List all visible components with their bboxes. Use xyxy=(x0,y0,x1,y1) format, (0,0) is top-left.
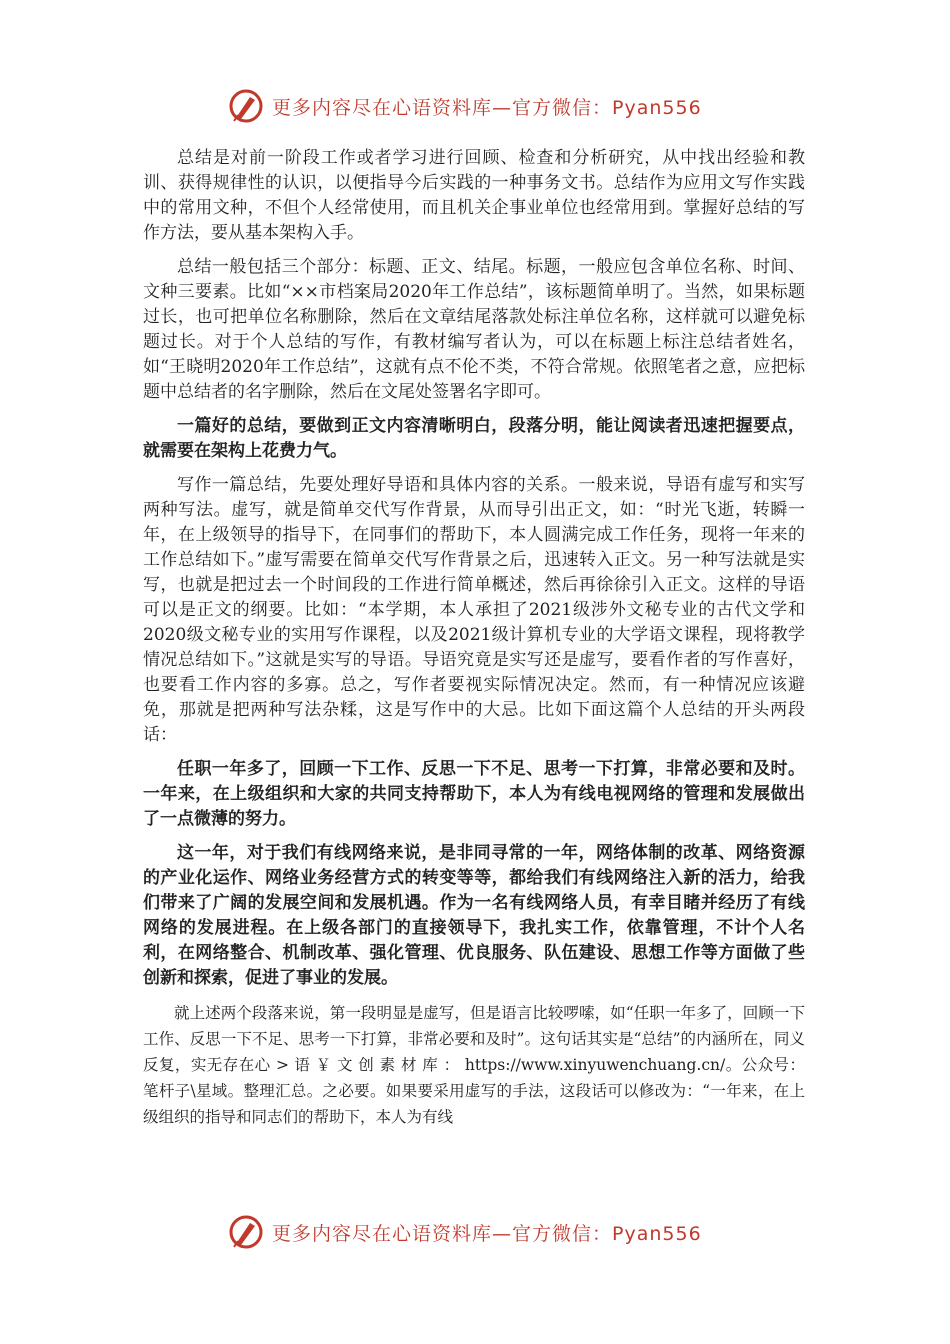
header-banner-text: 更多内容尽在心语资料库—官方微信：Pyan556 xyxy=(272,96,702,119)
paragraph-5-bold: 任职一年多了，回顾一下工作、反思一下不足、思考一下打算，非常必要和及时。一年来，在上级组织和大家的共同支持帮助下，本人为有线电视网络的管理和发展做出了一点微薄的努力。 xyxy=(143,759,805,829)
quill-pen-logo xyxy=(228,88,264,124)
header-banner xyxy=(228,86,728,126)
paragraph-1: 总结是对前一阶段工作或者学习进行回顾、检查和分析研究，从中找出经验和教训、获得规律性的认识，以便指导今后实践的一种事务文书。总结作为应用文写作实践中的常用文种，不但个人经常使用，而且机关企事业单位也经常用到。掌握好总结的写作方法，要从基本架构入手。 xyxy=(143,148,805,243)
footer-banner-text: 更多内容尽在心语资料库—官方微信：Pyan556 xyxy=(272,1222,702,1245)
document-body xyxy=(143,146,805,1130)
paragraph-4: 写作一篇总结，先要处理好导语和具体内容的关系。一般来说，导语有虚写和实写两种写法。虚写，就是简单交代写作背景，从而导引出正文，如：“时光飞逝，转瞬一年，在上级领导的指导下，在同事们的帮助下，本人圆满完成工作任务，现将一年来的工作总结如下。”虚写需要在简单交代写作背景之后，迅速转入正文。另一种写法就是实写，也就是把过去一个时间段的工作进行简单概述，然后再徐徐引入正文。这样的导语可以是正文的纲要。比如：“本学期，本人承担了2021级涉外文秘专业的古代文学和2020级文秘专业的实用写作课程，以及2021级计算机专业的大学语文课程，现将教学情况总结如下。”这就是实写的导语。导语究竟是实写还是虚写，要看作者的写作喜好，也要看工作内容的多寡。总之，写作者要视实际情况决定。然而，有一种情况应该避免，那就是把两种写法杂糅，这是写作中的大忌。比如下面这篇个人总结的开头两段话： xyxy=(143,475,805,745)
paragraph-2: 总结一般包括三个部分：标题、正文、结尾。标题，一般应包含单位名称、时间、文种三要素。比如“××市档案局2020年工作总结”，该标题简单明了。当然，如果标题过长，也可把单位名称删除，然后在文章结尾落款处标注单位名称，这样就可以避免标题过长。对于个人总结的写作，有教材编写者认为，可以在标题上标注总结者姓名，如“王晓明2020年工作总结”，这就有点不伦不类，不符合常规。依照笔者之意，应把标题中总结者的名字删除，然后在文尾处签署名字即可。 xyxy=(143,257,805,402)
paragraph-6-bold: 这一年，对于我们有线网络来说，是非同寻常的一年，网络体制的改革、网络资源的产业化运作、网络业务经营方式的转变等等，都给我们有线网络注入新的活力，给我们带来了广阔的发展空间和发展机遇。作为一名有线网络人员，有幸目睹并经历了有线网络的发展进程。在上级各部门的直接领导下，我扎实工作，依靠管理，不计个人名利，在网络整合、机制改革、强化管理、优良服务、队伍建设、思想工作等方面做了些创新和探索，促进了事业的发展。 xyxy=(143,843,805,988)
paragraph-7: 就上述两个段落来说，第一段明显是虚写，但是语言比较啰嗦，如“任职一年多了，回顾一下工作、反思一下不足、思考一下打算，非常必要和及时”。这句话其实是“总结”的内涵所在，同义反复，实无存在心 > 语 ￥ 文 创 素 材 库 ： https://www.xinyuwenchuang.cn/。公众号：笔杆子\星域。整理汇总。之必要。如果要采用虚写的手法，这段话可以修改为：“一年来，在上级组织的指导和同志们的帮助下，本人为有线 xyxy=(143,1004,805,1126)
footer-banner xyxy=(228,1212,728,1252)
quill-pen-logo xyxy=(228,1214,264,1250)
paragraph-3-bold: 一篇好的总结，要做到正文内容清晰明白，段落分明，能让阅读者迅速把握要点，就需要在架构上花费力气。 xyxy=(143,416,805,461)
